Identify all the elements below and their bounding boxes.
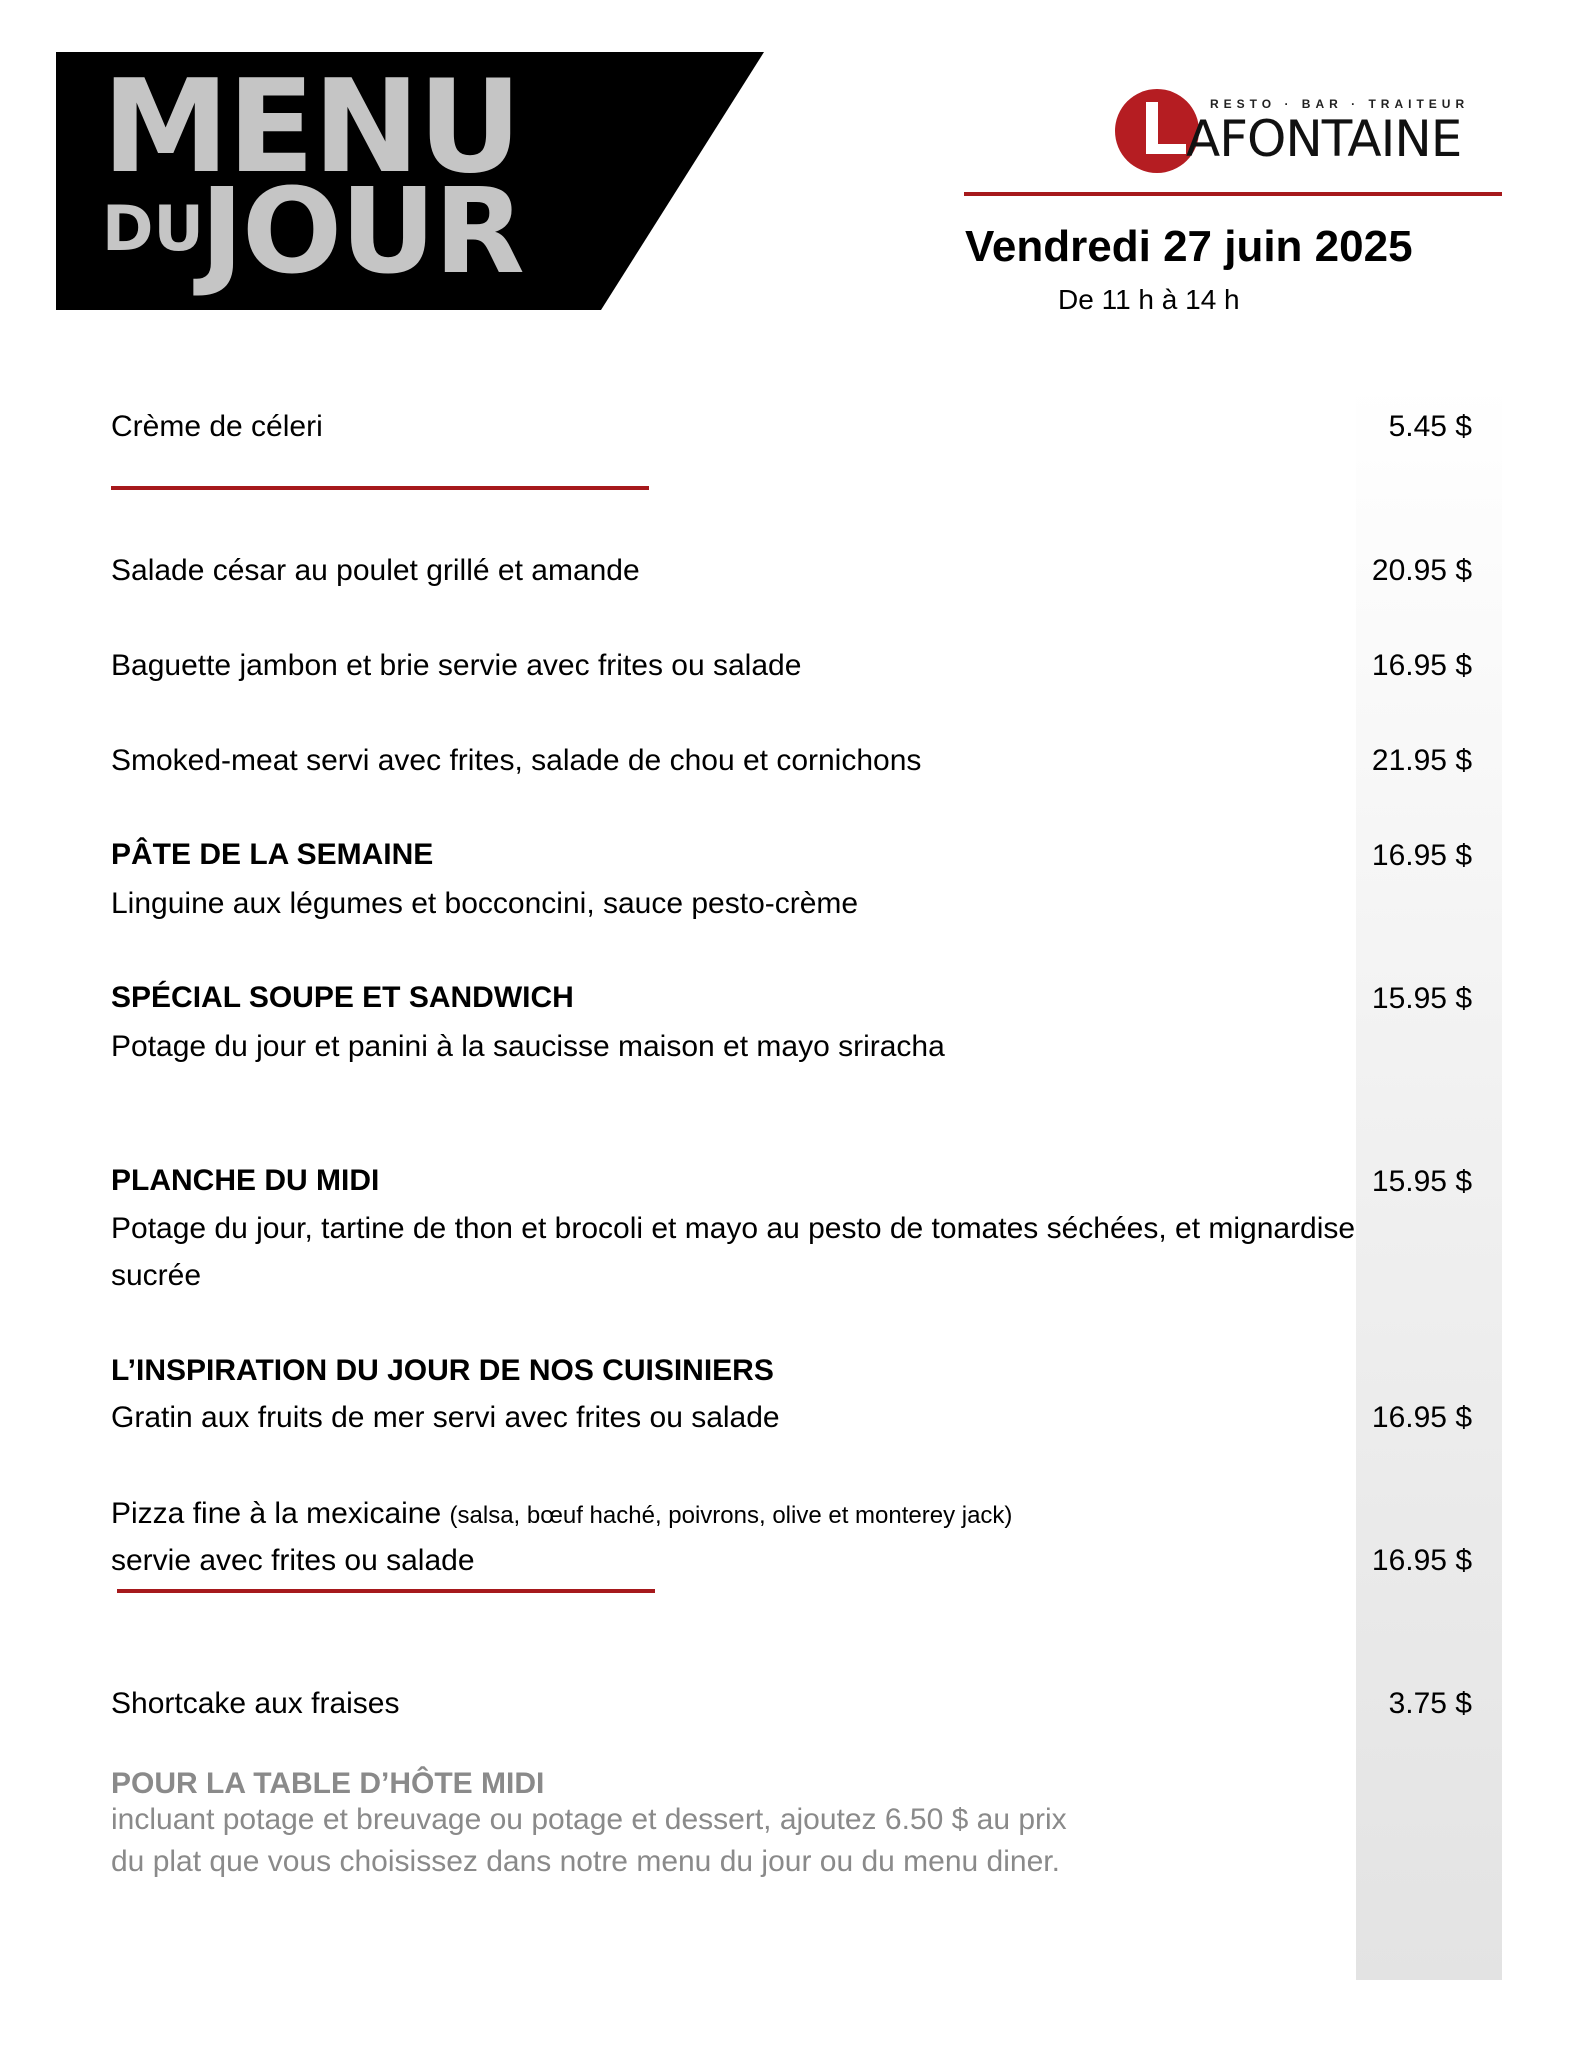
dessert-price: 3.75 $ bbox=[1388, 1687, 1472, 1720]
planche-price: 15.95 $ bbox=[1371, 1165, 1472, 1198]
dessert-name: Shortcake aux fraises bbox=[111, 1687, 400, 1720]
menu-item-price: 16.95 $ bbox=[1371, 649, 1472, 682]
menu-item-name: Baguette jambon et brie servie avec frites ou salade bbox=[111, 649, 802, 682]
planche-description-line1: Potage du jour, tartine de thon et brocoli et mayo au pesto de tomates séchées, et mignardise bbox=[111, 1212, 1356, 1245]
planche-heading: PLANCHE DU MIDI bbox=[111, 1164, 380, 1197]
section-divider bbox=[117, 1589, 655, 1593]
pizza-details: (salsa, bœuf haché, poivrons, olive et monterey jack) bbox=[449, 1502, 1013, 1529]
menu-item-name: Smoked-meat servi avec frites, salade de chou et cornichons bbox=[111, 744, 922, 777]
service-hours: De 11 h à 14 h bbox=[1058, 284, 1240, 315]
soup-sandwich-heading: SPÉCIAL SOUPE ET SANDWICH bbox=[111, 981, 574, 1014]
pasta-price: 16.95 $ bbox=[1371, 839, 1472, 872]
menu-item-price: 21.95 $ bbox=[1371, 744, 1472, 777]
planche-description-line2: sucrée bbox=[111, 1259, 202, 1292]
table-hote-line2: du plat que vous choisissez dans notre menu du jour ou du menu diner. bbox=[111, 1845, 1060, 1878]
pasta-description: Linguine aux légumes et bocconcini, sauce pesto-crème bbox=[111, 887, 859, 920]
pizza-price: 16.95 $ bbox=[1371, 1544, 1472, 1577]
table-hote-line1: incluant potage et breuvage ou potage et dessert, ajoutez 6.50 $ au prix bbox=[111, 1803, 1067, 1836]
pizza-name: Pizza fine à la mexicaine bbox=[111, 1497, 442, 1530]
soup-sandwich-price: 15.95 $ bbox=[1371, 982, 1472, 1015]
inspiration-heading: L’INSPIRATION DU JOUR DE NOS CUISINIERS bbox=[111, 1354, 774, 1387]
logo-tagline: RESTO · BAR · TRAITEUR bbox=[1210, 97, 1470, 111]
pizza-name-line bbox=[111, 1490, 1012, 1540]
header-rule bbox=[964, 192, 1502, 196]
pizza-line2: servie avec frites ou salade bbox=[111, 1544, 475, 1577]
soup-sandwich-description: Potage du jour et panini à la saucisse maison et mayo sriracha bbox=[111, 1030, 945, 1063]
section-divider bbox=[111, 486, 649, 490]
menu-item-name: Salade césar au poulet grillé et amande bbox=[111, 554, 640, 587]
inspiration-description: Gratin aux fruits de mer servi avec frites ou salade bbox=[111, 1401, 780, 1434]
soup-name: Crème de céleri bbox=[111, 410, 323, 443]
banner-du-text: DU bbox=[102, 192, 204, 265]
inspiration-price: 16.95 $ bbox=[1371, 1401, 1472, 1434]
pasta-heading: PÂTE DE LA SEMAINE bbox=[111, 838, 434, 871]
menu-item-price: 20.95 $ bbox=[1371, 554, 1472, 587]
banner-menu-text: MENU bbox=[102, 53, 520, 202]
logo-name: AFONTAINE bbox=[1186, 110, 1462, 168]
menu-date: Vendredi 27 juin 2025 bbox=[965, 222, 1413, 271]
banner-jour-text: JOUR bbox=[200, 162, 523, 300]
soup-price: 5.45 $ bbox=[1388, 410, 1472, 443]
table-hote-heading: POUR LA TABLE D’HÔTE MIDI bbox=[111, 1767, 545, 1800]
